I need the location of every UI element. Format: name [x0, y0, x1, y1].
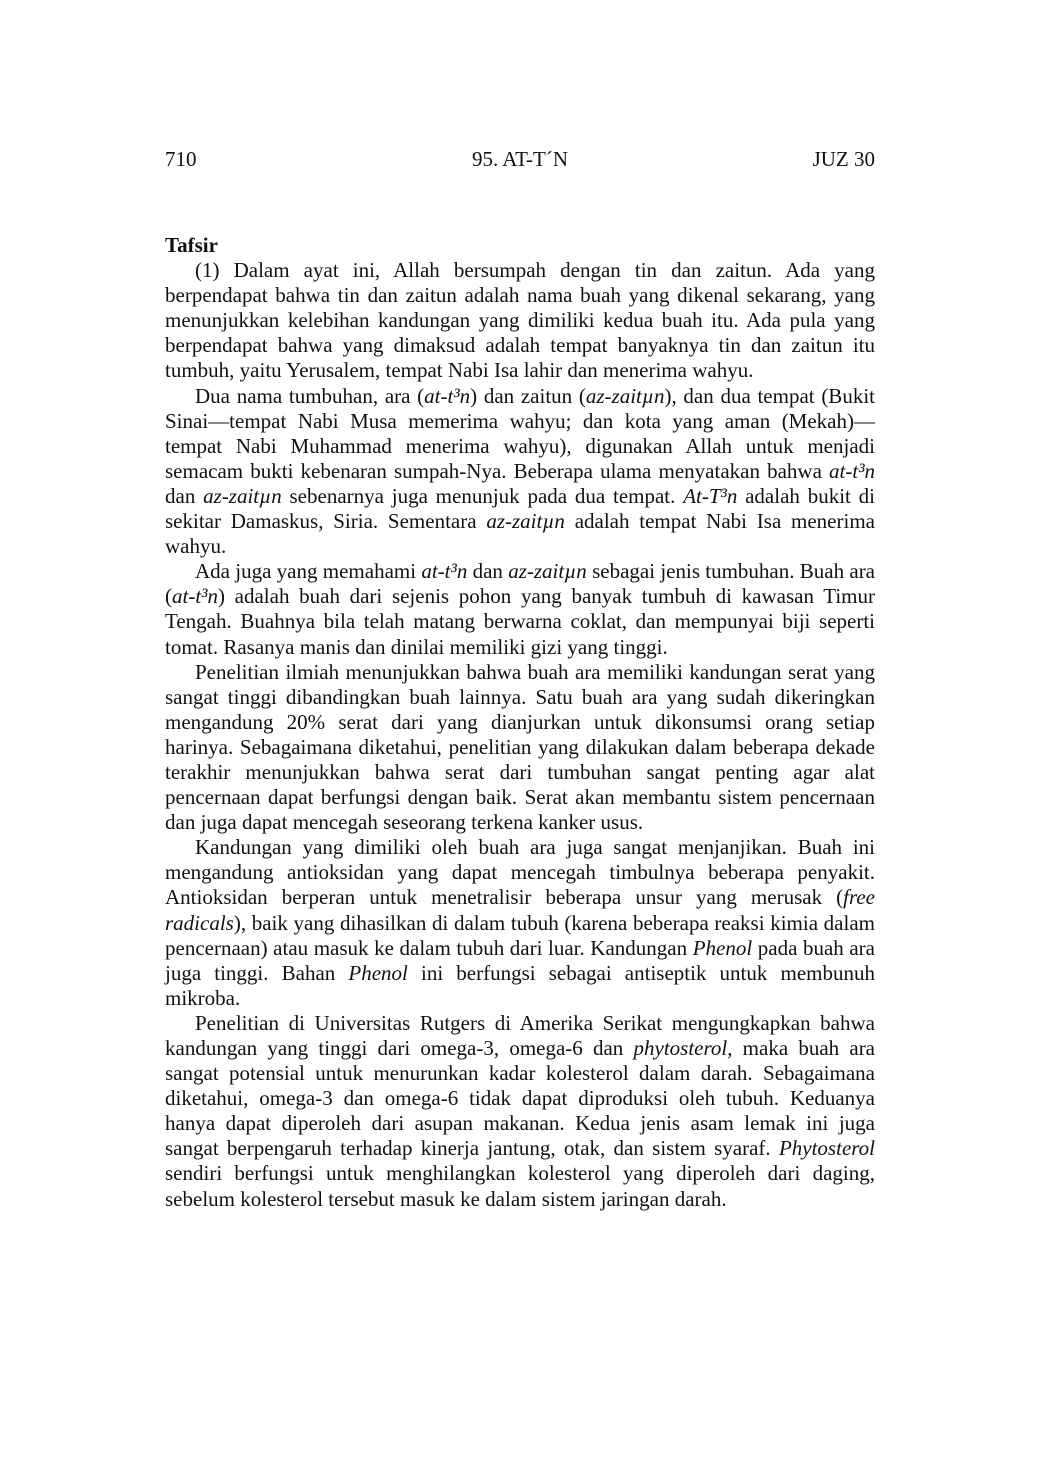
paragraph-text: Penelitian ilmiah menunjukkan bahwa buah ara memiliki kandungan serat yang sangat tinggi dibandingkan buah lainnya. Satu buah ara yang sudah dikeringkan mengandung 20% serat dari yang dianjurkan untuk dikonsumsi orang setiap harinya. Sebagaimana diketahui, penelitian yang dilakukan dalam beberapa dekade terakhir menunjukkan bahwa serat dari tumbuhan sangat penting agar alat pencernaan dapat berfungsi dengan baik. Serat akan membantu sistem pencernaan dan juga dapat mencegah seseorang terkena kanker usus. — [165, 659, 875, 835]
paragraph-2 — [165, 384, 875, 560]
italic-term: phytosterol — [633, 1036, 728, 1060]
italic-term: Phytosterol — [778, 1136, 875, 1161]
italic-term: At-T³n — [683, 483, 738, 508]
chapter-title: 95. AT-T´N — [471, 147, 569, 171]
paragraph-text: pada buah ara juga tinggi. Bahan — [165, 935, 875, 985]
paragraph-text: dan — [467, 559, 509, 584]
paragraph-1 — [165, 258, 875, 383]
italic-term: at-t³n — [172, 584, 218, 609]
running-header — [165, 144, 875, 174]
paragraph-text: sendiri berfungsi untuk menghilangkan kolesterol yang diperoleh dari daging, sebelum kolesterol tersebut masuk ke dalam sistem jaringan darah. — [165, 1161, 875, 1211]
document-page — [165, 0, 875, 1475]
italic-term: at-t³n — [424, 383, 471, 408]
paragraph-text: (1) Dalam ayat ini, Allah bersumpah dengan tin dan zaitun. Ada yang berpendapat bahwa tin dan zaitun adalah nama buah yang dikenal sekarang, yang menunjukkan kelebihan kandungan yang dimiliki kedua buah itu. Ada pula yang berpendapat bahwa yang dimaksud adalah tempat banyaknya tin dan zaitun itu tumbuh, yaitu Yerusalem, tempat Nabi Isa lahir dan menerima wahyu. — [165, 258, 875, 383]
paragraph-text: adalah bukit di sekitar Damaskus, Siria. Sementara — [165, 483, 875, 534]
paragraph-text: ) adalah buah dari sejenis pohon yang banyak tumbuh di kawasan Timur Tengah. Buahnya bila telah matang berwarna coklat, dan mempunyai biji seperti tomat. Rasanya manis dan dinilai memiliki gizi yang tinggi. — [165, 584, 875, 659]
paragraph-text: sebenarnya juga menunjuk pada dua tempat. — [281, 483, 684, 508]
italic-term: az-zaitµn — [486, 509, 565, 534]
paragraph-text: adalah tempat Nabi Isa menerima wahyu. — [165, 509, 875, 559]
paragraph-text: Ada juga yang memahami — [195, 559, 422, 584]
paragraph-text: ini berfungsi sebagai antiseptik untuk membunuh mikroba. — [165, 960, 875, 1010]
page-number: 710 — [165, 147, 197, 171]
paragraph-text: dan — [165, 483, 204, 508]
paragraph-6 — [165, 1011, 875, 1212]
italic-term: at-t³n — [421, 559, 468, 584]
paragraph-text: ), dan dua tempat (Bukit Sinai—tempat Nabi Musa memerima wahyu; dan kota yang aman (Mekah)—tempat Nabi Muhammad menerima wahyu), digunakan Allah untuk menjadi semacam bukti kebenaran sumpah-Nya. Beberapa ulama menyatakan bahwa — [165, 383, 875, 483]
paragraph-text: Penelitian di Universitas Rutgers di Amerika Serikat mengungkapkan bahwa kandungan yang tinggi dari omega-3, omega-6 dan — [165, 1010, 875, 1060]
italic-term: az-zaitµn — [203, 483, 282, 508]
paragraph-text: sebagai jenis tumbuhan. Buah ara ( — [165, 559, 876, 609]
italic-term: az-zaitµn — [585, 383, 665, 408]
paragraph-text: , maka buah ara sangat potensial untuk menurunkan kadar kolesterol dalam darah. Sebagaimana diketahui, omega-3 dan omega-6 tidak dapat diproduksi oleh tubuh. Keduanya hanya dapat diperoleh dari asupan makanan. Kedua jenis asam lemak ini juga sangat berpengaruh terhadap kinerja jantung, otak, dan sistem syaraf. — [165, 1036, 876, 1161]
paragraph-text: Kandungan yang dimiliki oleh buah ara juga sangat menjanjikan. Buah ini mengandung antioksidan yang dapat mencegah timbulnya beberapa penyakit. Antioksidan berperan untuk menetralisir beberapa unsur yang merusak ( — [165, 835, 875, 910]
italic-term: az-zaitµn — [508, 559, 587, 584]
paragraph-3 — [165, 559, 875, 659]
paragraph-text: Dua nama tumbuhan, ara ( — [195, 383, 425, 408]
italic-term: free radicals — [165, 885, 875, 935]
paragraph-text: ), baik yang dihasilkan di dalam tubuh (karena beberapa reaksi kimia dalam pencernaan) atau masuk ke dalam tubuh dari luar. Kandungan — [165, 910, 875, 960]
paragraph-text: ) dan zaitun ( — [470, 383, 586, 408]
main-content — [165, 233, 875, 1212]
juz-label: JUZ 30 — [812, 147, 875, 171]
paragraph-4 — [165, 660, 875, 836]
italic-term: Phenol — [348, 960, 408, 985]
section-heading: Tafsir — [165, 233, 218, 257]
paragraph-5 — [165, 835, 875, 1011]
italic-term: at-t³n — [829, 458, 875, 483]
italic-term: Phenol — [692, 935, 753, 960]
